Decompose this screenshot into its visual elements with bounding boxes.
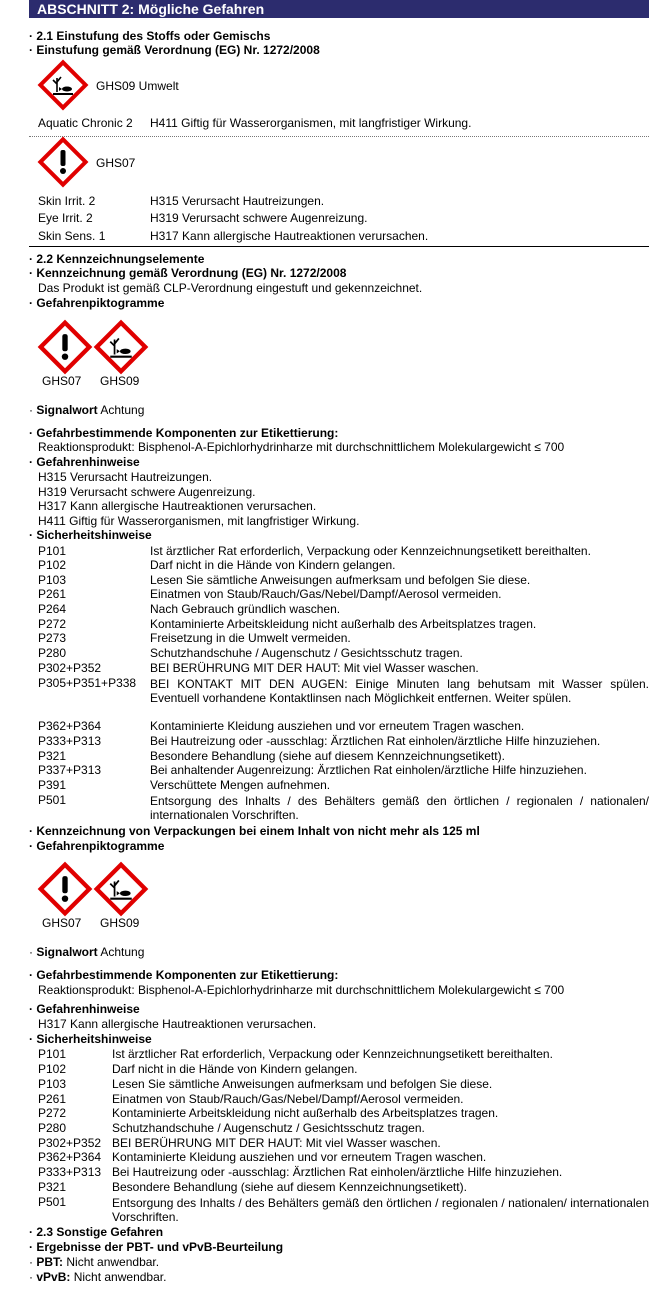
ghs09-label: GHS09 Umwelt xyxy=(96,79,179,93)
class-row-2-cls: Eye Irrit. 2 xyxy=(38,211,93,225)
pictogram-label-ghs09: GHS09 xyxy=(100,916,140,930)
class-row-3-cls: Skin Sens. 1 xyxy=(38,229,106,243)
p-text: BEI KONTAKT MIT DEN AUGEN: Einige Minuten lang behutsam mit Wasser spülen. Eventuell vorhandene Kontaktlinsen nach Möglichkeit entfernen. Weiter spülen. xyxy=(150,677,649,705)
p-text: Darf nicht in die Hände von Kindern gelangen. xyxy=(112,1062,358,1076)
ghs07-exclamation-icon xyxy=(36,318,94,376)
p-code: P264 xyxy=(38,602,67,616)
p-code: P101 xyxy=(38,1047,67,1061)
p-text: Lesen Sie sämtliche Anweisungen aufmerksam und befolgen Sie diese. xyxy=(150,573,531,587)
p-text: Kontaminierte Kleidung ausziehen und vor erneutem Tragen waschen. xyxy=(112,1150,487,1164)
small-components-text: Reaktionsprodukt: Bisphenol-A-Epichlorhydrinharze mit durchschnittlichem Molekulargewicht ≤ 700 xyxy=(38,983,565,997)
p-code: P102 xyxy=(38,558,67,572)
pictogram-label-ghs09: GHS09 xyxy=(100,374,140,388)
p-code: P305+P351+P338 xyxy=(38,676,137,690)
small-pictograms-title: · Gefahrenpiktogramme xyxy=(29,839,165,853)
p-text: Besondere Behandlung (siehe auf diesem Kennzeichnungsetikett). xyxy=(150,749,505,763)
class-row-2-text: H319 Verursacht schwere Augenreizung. xyxy=(150,211,368,225)
p-text: Kontaminierte Arbeitskleidung nicht außerhalb des Arbeitsplatzes tragen. xyxy=(150,617,537,631)
p-text: Einatmen von Staub/Rauch/Gas/Nebel/Dampf/Aerosol vermeiden. xyxy=(112,1092,464,1106)
s22-components-text: Reaktionsprodukt: Bisphenol-A-Epichlorhydrinharze mit durchschnittlichem Molekulargewicht ≤ 700 xyxy=(38,440,565,454)
p-code: P337+P313 xyxy=(38,763,102,777)
p-code: P501 xyxy=(38,793,67,807)
s22-pictograms-title: · Gefahrenpiktogramme xyxy=(29,296,165,310)
p-code: P103 xyxy=(38,573,67,587)
class-row-3-text: H317 Kann allergische Hautreaktionen verursachen. xyxy=(150,229,429,243)
p-text: Einatmen von Staub/Rauch/Gas/Nebel/Dampf/Aerosol vermeiden. xyxy=(150,587,502,601)
p-code: P321 xyxy=(38,749,67,763)
p-code: P273 xyxy=(38,631,67,645)
vpvb-row: · vPvB: Nicht anwendbar. xyxy=(29,1270,167,1284)
ghs07-label: GHS07 xyxy=(96,156,136,170)
section-title: ABSCHNITT 2: Mögliche Gefahren xyxy=(37,1,265,17)
class-row-1-cls: Skin Irrit. 2 xyxy=(38,194,96,208)
divider xyxy=(29,136,649,137)
ghs09-environment-icon xyxy=(92,318,150,376)
p-code: P103 xyxy=(38,1077,67,1091)
s22-subtitle: · Kennzeichnung gemäß Verordnung (EG) Nr. 1272/2008 xyxy=(29,266,347,280)
section-rule xyxy=(29,246,649,247)
p-code: P280 xyxy=(38,646,67,660)
s22-intro: Das Produkt ist gemäß CLP-Verordnung eingestuft und gekennzeichnet. xyxy=(38,281,423,295)
small-components-title: · Gefahrbestimmende Komponenten zur Etikettierung: xyxy=(29,968,339,982)
aquatic-text: H411 Giftig für Wasserorganismen, mit langfristiger Wirkung. xyxy=(150,116,472,130)
p-code: P280 xyxy=(38,1121,67,1135)
p-text: Entsorgung des Inhalts / des Behälters gemäß den örtlichen / regionalen / nationalen/ internationalen Vorschriften. xyxy=(112,1196,649,1224)
p-text: Ist ärztlicher Rat erforderlich, Verpackung oder Kennzeichnungsetikett bereithalten. xyxy=(150,544,591,558)
p-code: P261 xyxy=(38,587,67,601)
small-safety-title: · Sicherheitshinweise xyxy=(29,1032,152,1046)
p-text: Darf nicht in die Hände von Kindern gelangen. xyxy=(150,558,396,572)
p-code: P362+P364 xyxy=(38,719,102,733)
s21-title: · 2.1 Einstufung des Stoffs oder Gemischs xyxy=(29,29,271,43)
p-text: Entsorgung des Inhalts / des Behälters gemäß den örtlichen / regionalen / nationalen/ internationalen Vorschriften. xyxy=(150,794,649,822)
p-text: Schutzhandschuhe / Augenschutz / Gesichtsschutz tragen. xyxy=(112,1121,425,1135)
p-text: Besondere Behandlung (siehe auf diesem Kennzeichnungsetikett). xyxy=(112,1180,467,1194)
p-text: Freisetzung in die Umwelt vermeiden. xyxy=(150,631,351,645)
p-text: Lesen Sie sämtliche Anweisungen aufmerksam und befolgen Sie diese. xyxy=(112,1077,493,1091)
p-text: Bei Hautreizung oder -ausschlag: Ärztlichen Rat einholen/ärztliche Hilfe hinzuziehen. xyxy=(112,1165,563,1179)
ghs07-exclamation-icon xyxy=(36,135,90,189)
p-text: BEI BERÜHRUNG MIT DER HAUT: Mit viel Wasser waschen. xyxy=(150,661,479,675)
pbt-row: · PBT: Nicht anwendbar. xyxy=(29,1255,160,1269)
p-text: Bei Hautreizung oder -ausschlag: Ärztlichen Rat einholen/ärztliche Hilfe hinzuziehen. xyxy=(150,734,601,748)
s23-subtitle: · Ergebnisse der PBT- und vPvB-Beurteilung xyxy=(29,1240,284,1254)
hazard-statement: H317 Kann allergische Hautreaktionen verursachen. xyxy=(38,499,317,513)
class-row-1-text: H315 Verursacht Hautreizungen. xyxy=(150,194,325,208)
p-code: P321 xyxy=(38,1180,67,1194)
p-text: Bei anhaltender Augenreizung: Ärztlichen Rat einholen/ärztliche Hilfe hinzuziehen. xyxy=(150,763,587,777)
pictogram-label-ghs07: GHS07 xyxy=(42,374,82,388)
p-code: P101 xyxy=(38,544,67,558)
hazard-statement: H411 Giftig für Wasserorganismen, mit langfristiger Wirkung. xyxy=(38,514,360,528)
small-hazard-title: · Gefahrenhinweise xyxy=(29,1002,140,1016)
s21-subtitle: · Einstufung gemäß Verordnung (EG) Nr. 1272/2008 xyxy=(29,43,320,57)
p-code: P302+P352 xyxy=(38,661,102,675)
s22-safety-title: · Sicherheitshinweise xyxy=(29,528,152,542)
ghs07-exclamation-icon xyxy=(36,860,94,918)
s23-title: · 2.3 Sonstige Gefahren xyxy=(29,1225,164,1239)
s22-title: · 2.2 Kennzeichnungselemente xyxy=(29,252,205,266)
hazard-statement: H315 Verursacht Hautreizungen. xyxy=(38,470,213,484)
ghs09-environment-icon xyxy=(36,58,90,112)
p-code: P333+P313 xyxy=(38,1165,102,1179)
hazard-statement: H317 Kann allergische Hautreaktionen verursachen. xyxy=(38,1017,317,1031)
p-text: Kontaminierte Kleidung ausziehen und vor erneutem Tragen waschen. xyxy=(150,719,525,733)
p-text: Ist ärztlicher Rat erforderlich, Verpackung oder Kennzeichnungsetikett bereithalten. xyxy=(112,1047,553,1061)
ghs09-environment-icon xyxy=(92,860,150,918)
p-text: Verschüttete Mengen aufnehmen. xyxy=(150,778,331,792)
p-text: BEI BERÜHRUNG MIT DER HAUT: Mit viel Wasser waschen. xyxy=(112,1136,441,1150)
p-code: P102 xyxy=(38,1062,67,1076)
p-code: P302+P352 xyxy=(38,1136,102,1150)
small-title: · Kennzeichnung von Verpackungen bei einem Inhalt von nicht mehr als 125 ml xyxy=(29,824,480,838)
p-code: P333+P313 xyxy=(38,734,102,748)
section-header xyxy=(29,0,649,18)
hazard-statement: H319 Verursacht schwere Augenreizung. xyxy=(38,485,256,499)
aquatic-class: Aquatic Chronic 2 xyxy=(38,116,133,130)
p-code: P272 xyxy=(38,617,67,631)
small-signal-word: · Signalwort Achtung xyxy=(29,945,145,959)
p-text: Nach Gebrauch gründlich waschen. xyxy=(150,602,341,616)
p-code: P272 xyxy=(38,1106,67,1120)
p-code: P362+P364 xyxy=(38,1150,102,1164)
p-code: P501 xyxy=(38,1195,67,1209)
pictogram-label-ghs07: GHS07 xyxy=(42,916,82,930)
s22-signal-word: · Signalwort Achtung xyxy=(29,403,145,417)
p-code: P261 xyxy=(38,1092,67,1106)
s22-hazard-title: · Gefahrenhinweise xyxy=(29,455,140,469)
s22-components-title: · Gefahrbestimmende Komponenten zur Etikettierung: xyxy=(29,426,339,440)
p-code: P391 xyxy=(38,778,67,792)
p-text: Schutzhandschuhe / Augenschutz / Gesichtsschutz tragen. xyxy=(150,646,463,660)
p-text: Kontaminierte Arbeitskleidung nicht außerhalb des Arbeitsplatzes tragen. xyxy=(112,1106,499,1120)
